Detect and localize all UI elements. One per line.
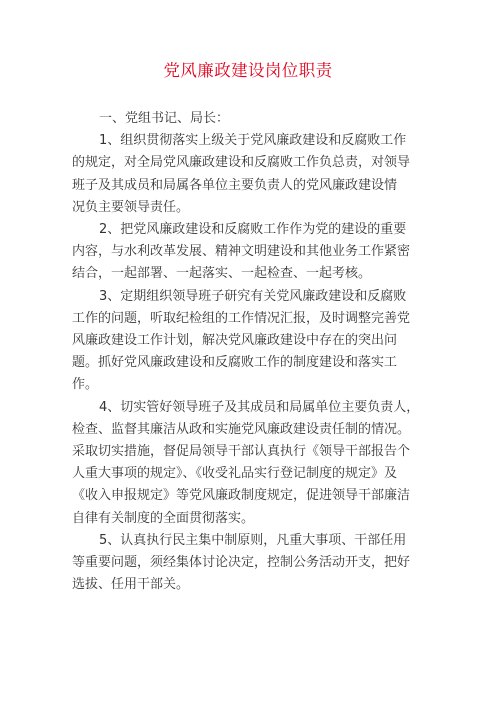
document-body — [72, 108, 427, 596]
text-line: 工作的问题，听取纪检组的工作情况汇报，及时调整完善党 — [72, 310, 411, 326]
text-line: 风廉政建设工作计划，解决党风廉政建设中存在的突出问 — [72, 333, 398, 349]
text-line: 人重大事项的规定》、《收受礼品实行登记制度的规定》及 — [72, 466, 398, 482]
text-line: 内容，与水利改革发展、精神文明建设和其他业务工作紧密 — [72, 244, 411, 260]
paragraph-3 — [72, 286, 427, 397]
document-title: 党风廉政建设岗位职责 — [163, 61, 333, 80]
text-line: 采取切实措施，督促局领导干部认真执行《领导干部报告个 — [72, 444, 411, 460]
text-line: 题。抓好党风廉政建设和反腐败工作的制度建设和落实工 — [72, 355, 398, 371]
text-line: 况负主要领导责任。 — [72, 199, 190, 215]
text-line: 班子及其成员和局属各单位主要负责人的党风廉政建设情 — [72, 177, 398, 193]
paragraph-1 — [72, 130, 427, 219]
text-line: 等重要问题，须经集体讨论决定，控制公务活动开支，把好 — [72, 555, 411, 571]
paragraph-4 — [72, 397, 427, 530]
text-line: 作。 — [72, 377, 99, 393]
text-line: 结合，一起部署、一起落实、一起检查、一起考核。 — [72, 266, 372, 282]
text-line: 3、定期组织领导班子研究有关党风廉政建设和反腐败 — [99, 288, 407, 304]
text-line: 选拔、任用干部关。 — [72, 577, 190, 593]
text-line: 自律有关制度的全面贯彻落实。 — [72, 510, 255, 526]
text-line: 检查、监督其廉洁从政和实施党风廉政建设责任制的情况。 — [72, 421, 411, 437]
section-heading — [72, 108, 427, 130]
text-line: 5、认真执行民主集中制原则，凡重大事项、干部任用 — [99, 532, 407, 548]
text-line: 4、切实管好领导班子及其成员和局属单位主要负责人， — [99, 399, 420, 415]
paragraph-2 — [72, 219, 427, 286]
text-line: 的规定，对全局党风廉政建设和反腐败工作负总责，对领导 — [72, 155, 411, 171]
text-line: 1、组织贯彻落实上级关于党风廉政建设和反腐败工作 — [99, 133, 407, 149]
text-line: 一、党组书记、局长： — [99, 111, 230, 126]
paragraph-5 — [72, 530, 427, 597]
text-line: 2、把党风廉政建设和反腐败工作作为党的建设的重要 — [99, 222, 407, 238]
text-line: 《收入申报规定》等党风廉政制度规定，促进领导干部廉洁 — [72, 488, 411, 504]
